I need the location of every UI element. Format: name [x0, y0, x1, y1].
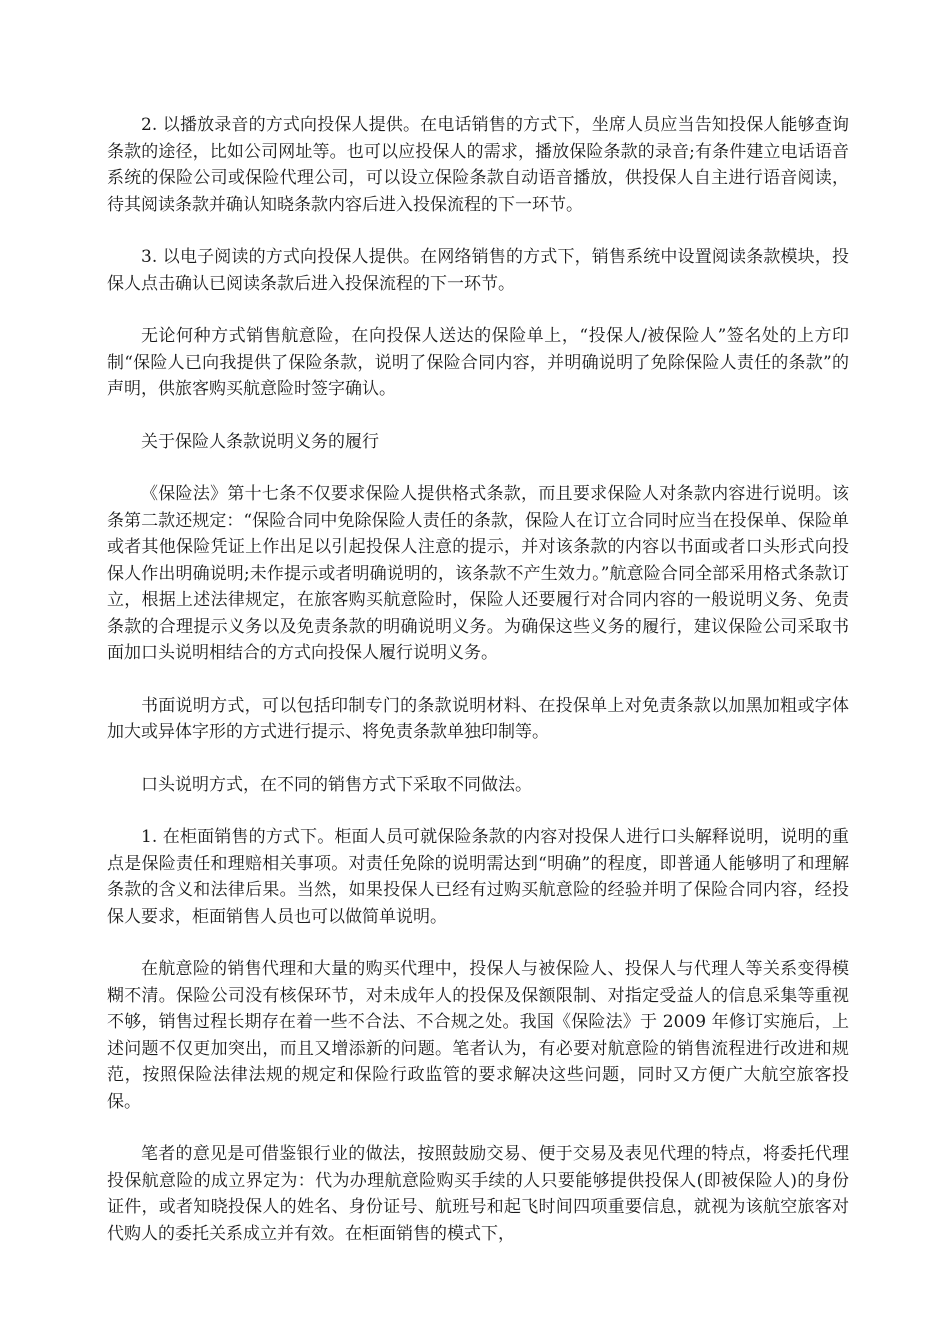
document-body — [107, 112, 849, 1273]
paragraph-counter-sales: 1. 在柜面销售的方式下。柜面人员可就保险条款的内容对投保人进行口头解释说明，说明的重点是保险责任和理赔相关事项。对责任免除的说明需达到“明确”的程度，即普通人能够明了和理解条款的含义和法律后果。当然，如果投保人已经有过购买航意险的经验并明了保险合同内容，经投保人要求，柜面销售人员也可以做简单说明。 — [107, 827, 849, 927]
paragraph-insurance-law-article-17: 《保险法》第十七条不仅要求保险人提供格式条款，而且要求保险人对条款内容进行说明。该条第二款还规定：“保险合同中免除保险人责任的条款，保险人在订立合同时应当在投保单、保险单或者其他保险凭证上作出足以引起投保人注意的提示，并对该条款的内容以书面或者口头形式向投保人作出明确说明;未作提示或者明确说明的，该条款不产生效力。”航意险合同全部采用格式条款订立，根据上述法律规定，在旅客购买航意险时，保险人还要履行对合同内容的一般说明义务、免责条款的合理提示义务以及免责条款的明确说明义务。为确保这些义务的履行，建议保险公司采取书面加口头说明相结合的方式向投保人履行说明义务。 — [107, 484, 849, 663]
paragraph-signature-statement: 无论何种方式销售航意险，在向投保人送达的保险单上，“投保人/被保险人”签名处的上方印制“保险人已向我提供了保险条款，说明了保险合同内容，并明确说明了免除保险人责任的条款”的声明，供旅客购买航意险时签字确认。 — [107, 326, 849, 399]
paragraph-author-opinion: 笔者的意见是可借鉴银行业的做法，按照鼓励交易、便于交易及表见代理的特点，将委托代理投保航意险的成立界定为：代为办理航意险购买手续的人只要能够提供投保人(即被保险人)的身份证件，或者知晓投保人的姓名、身份证号、航班号和起飞时间四项重要信息，就视为该航空旅客对代购人的委托关系成立并有效。在柜面销售的模式下， — [107, 1144, 849, 1244]
section-heading-explanation-duty: 关于保险人条款说明义务的履行 — [141, 431, 379, 452]
paragraph-written-explanation: 书面说明方式，可以包括印制专门的条款说明材料、在投保单上对免责条款以加黑加粗或字体加大或异体字形的方式进行提示、将免责条款单独印制等。 — [107, 695, 849, 742]
paragraph-oral-explanation: 口头说明方式，在不同的销售方式下采取不同做法。 — [141, 774, 532, 795]
paragraph-electronic-reading: 3. 以电子阅读的方式向投保人提供。在网络销售的方式下，销售系统中设置阅读条款模块，投保人点击确认已阅读条款后进入投保流程的下一环节。 — [107, 247, 849, 294]
paragraph-recording-method: 2. 以播放录音的方式向投保人提供。在电话销售的方式下，坐席人员应当告知投保人能够查询条款的途径，比如公司网址等。也可以应投保人的需求，播放保险条款的录音;有条件建立电话语音系统的保险公司或保险代理公司，可以设立保险条款自动语音播放，供投保人自主进行语音阅读，待其阅读条款并确认知晓条款内容后进入投保流程的下一环节。 — [107, 115, 849, 215]
paragraph-sales-agency-issues: 在航意险的销售代理和大量的购买代理中，投保人与被保险人、投保人与代理人等关系变得模糊不清。保险公司没有核保环节，对未成年人的投保及保额限制、对指定受益人的信息采集等重视不够，销售过程长期存在着一些不合法、不合规之处。我国《保险法》于 2009 年修订实施后，上述问题不仅更加突出，而且又增添新的问题。笔者认为，有必要对航意险的销售流程进行改进和规范，按照保险法律法规的规定和保险行政监管的要求解决这些问题，同时又方便广大航空旅客投保。 — [107, 959, 849, 1112]
